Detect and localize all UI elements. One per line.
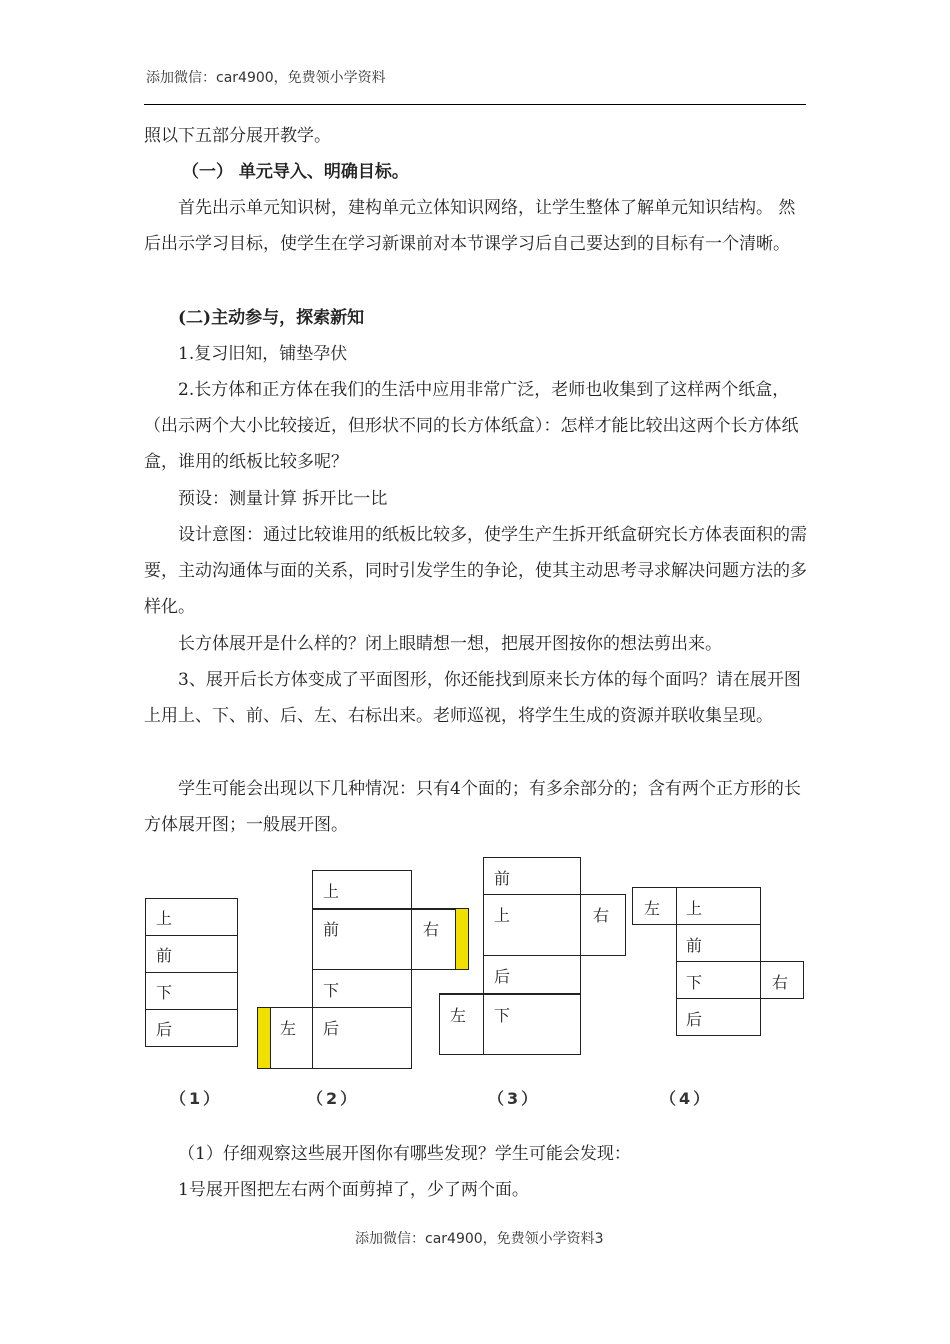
page-footer: 添加微信：car4900，免费领小学资料3 (355, 1231, 604, 1247)
net2-label-right: 右 (423, 920, 440, 939)
net1-caption: （1） (170, 1089, 223, 1108)
paragraph-label-faces: 3、展开后长方体变成了平面图形，你还能找到原来长方体的每个面吗？请在展开图上用上、下、前、后、左、右标出来。老师巡视，将学生生成的资源并联收集呈现。 (144, 670, 801, 726)
paragraph-net1-finding: 1号展开图把左右两个面剪掉了，少了两个面。 (178, 1180, 529, 1200)
net4-label-left: 左 (644, 899, 661, 918)
net1-label-front: 前 (156, 946, 173, 965)
paragraph-preset: 预设：测量计算 拆开比一比 (178, 489, 388, 509)
net3-label-right: 右 (593, 906, 610, 925)
paragraph-knowledge-tree: 首先出示单元知识树，建构单元立体知识网络，让学生整体了解单元知识结构。 然后出示学习目标，使学生在学习新课前对本节课学习后自己要达到的目标有一个清晰。 (144, 198, 796, 254)
net2-glue-flap-right (455, 908, 469, 970)
paragraph-boxes: 2.长方体和正方体在我们的生活中应用非常广泛，老师也收集到了这样两个纸盒，（出示两个大小比较接近，但形状不同的长方体纸盒）：怎样才能比较出这两个长方体纸盒，谁用的纸板比较多呢？ (144, 380, 799, 472)
net4-label-front: 前 (686, 936, 703, 955)
paragraph-cases: 学生可能会出现以下几种情况：只有4个面的；有多余部分的；含有两个正方形的长方体展开图；一般展开图。 (144, 779, 801, 835)
net3-label-left: 左 (450, 1006, 467, 1025)
net3-caption: （3） (488, 1089, 541, 1108)
section-heading-2: (二)主动参与，探索新知 (178, 308, 365, 328)
net2-label-back: 后 (323, 1019, 340, 1038)
net4-label-right: 右 (772, 973, 789, 992)
net1-label-bottom: 下 (156, 983, 173, 1002)
net4-caption: （4） (660, 1089, 713, 1108)
net1-label-back: 后 (156, 1020, 173, 1039)
net3-label-top: 上 (494, 906, 511, 925)
paragraph-observe: （1）仔细观察这些展开图你有哪些发现？学生可能会发现： (178, 1144, 631, 1164)
net4-label-back: 后 (686, 1010, 703, 1029)
header-rule (144, 104, 806, 105)
net3-label-front: 前 (494, 869, 511, 888)
paragraph-intro: 照以下五部分展开教学。 (144, 126, 331, 146)
paragraph-review: 1.复习旧知，铺垫孕伏 (178, 344, 348, 364)
net2-glue-flap-left (257, 1007, 271, 1069)
page-header: 添加微信：car4900，免费领小学资料 (146, 70, 386, 86)
net2-label-left: 左 (280, 1019, 297, 1038)
paragraph-design-intent: 设计意图：通过比较谁用的纸板比较多，使学生产生拆开纸盒研究长方体表面积的需要，主动沟通体与面的关系，同时引发学生的争论，使其主动思考寻求解决问题方法的多样化。 (144, 525, 807, 617)
paragraph-unfold: 长方体展开是什么样的？闭上眼睛想一想，把展开图按你的想法剪出来。 (178, 634, 722, 654)
net4-label-top: 上 (686, 899, 703, 918)
net3-label-back: 后 (494, 967, 511, 986)
section-heading-1: （一） 单元导入、明确目标。 (182, 162, 409, 182)
net2-label-front: 前 (323, 920, 340, 939)
net1-label-top: 上 (156, 909, 173, 928)
net4-label-bottom: 下 (686, 973, 703, 992)
net2-caption: （2） (307, 1089, 360, 1108)
net3-label-bottom: 下 (494, 1006, 511, 1025)
net2-label-top: 上 (323, 882, 340, 901)
net2-label-bottom: 下 (323, 981, 340, 1000)
